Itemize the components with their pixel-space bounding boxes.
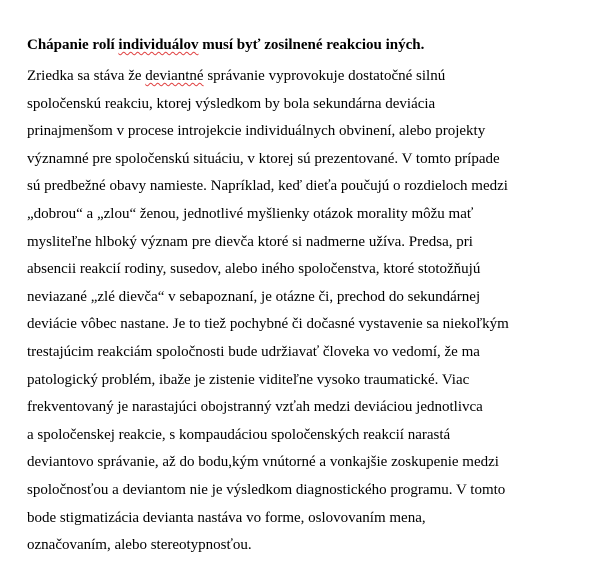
heading-text-end: musí byť zosilnené reakciou iných. [198, 37, 425, 53]
heading-flagged-word: individuálov [118, 37, 199, 53]
paragraph-line-14: a spoločenskej reakcie, s kompaudáciou spoločenských reakcií narastá [27, 426, 451, 443]
paragraph-line-2: spoločenskú reakciu, ktorej výsledkom by bola sekundárna deviácia [27, 95, 436, 112]
line-1-text-end: správanie vyprovokuje dostatočné silnú [203, 68, 446, 84]
line-1-flagged-word: deviantné [145, 68, 204, 84]
paragraph-line-18: označovaním, alebo stereotypnosťou. [27, 537, 252, 554]
paragraph-line-15: deviantovo správanie, až do bodu,kým vnútorné a vonkajšie zoskupenie medzi [27, 454, 499, 471]
paragraph-line-10: deviácie vôbec nastane. Je to tiež pochybné či dočasné vystavenie sa niekoľkým [27, 316, 509, 333]
paragraph-line-13: frekventovaný je narastajúci obojstranný vzťah medzi deviáciou jednotlivca [27, 399, 483, 416]
paragraph-line-11: trestajúcim reakciám spoločnosti bude udržiavať človeka vo vedomí, že ma [27, 343, 480, 360]
paragraph-line-5: sú predbežné obavy namieste. Napríklad, keď dieťa poučujú o rozdieloch medzi [27, 178, 508, 195]
paragraph-line-3: prinajmenšom v procese introjekcie individuálnych obvinení, alebo projekty [27, 123, 486, 140]
paragraph-line-9: neviazané „zlé dievča“ v sebapoznaní, je otázne či, prechod do sekundárnej [27, 288, 481, 305]
paragraph [27, 63, 572, 560]
document-text[interactable] [27, 36, 572, 560]
paragraph-line-4: významné pre spoločenskú situáciu, v ktorej sú prezentované. V tomto prípade [27, 150, 500, 167]
paragraph-line-8: absencii reakcií rodiny, susedov, alebo iného spoločenstva, ktoré stotožňujú [27, 261, 481, 278]
paragraph-line-7: mysliteľne hlboký význam pre dievča ktoré si nadmerne užíva. Predsa, pri [27, 233, 473, 250]
paragraph-line-6: „dobrou“ a „zlou“ ženou, jednotlivé myšlienky otázok morality môžu mať [27, 205, 474, 222]
line-1-text-start: Zriedka sa stáva že [27, 68, 146, 84]
section-heading [27, 36, 572, 55]
paragraph-line-16: spoločnosťou a deviantom nie je výsledkom diagnostického programu. V tomto [27, 481, 506, 498]
paragraph-line-12: patologický problém, ibaže je zistenie viditeľne vysoko traumatické. Viac [27, 371, 470, 388]
paragraph-line-1 [27, 63, 572, 91]
paragraph-line-17: bode stigmatizácia devianta nastáva vo forme, oslovovaním mena, [27, 509, 426, 526]
heading-text-start: Chápanie rolí [27, 37, 119, 53]
